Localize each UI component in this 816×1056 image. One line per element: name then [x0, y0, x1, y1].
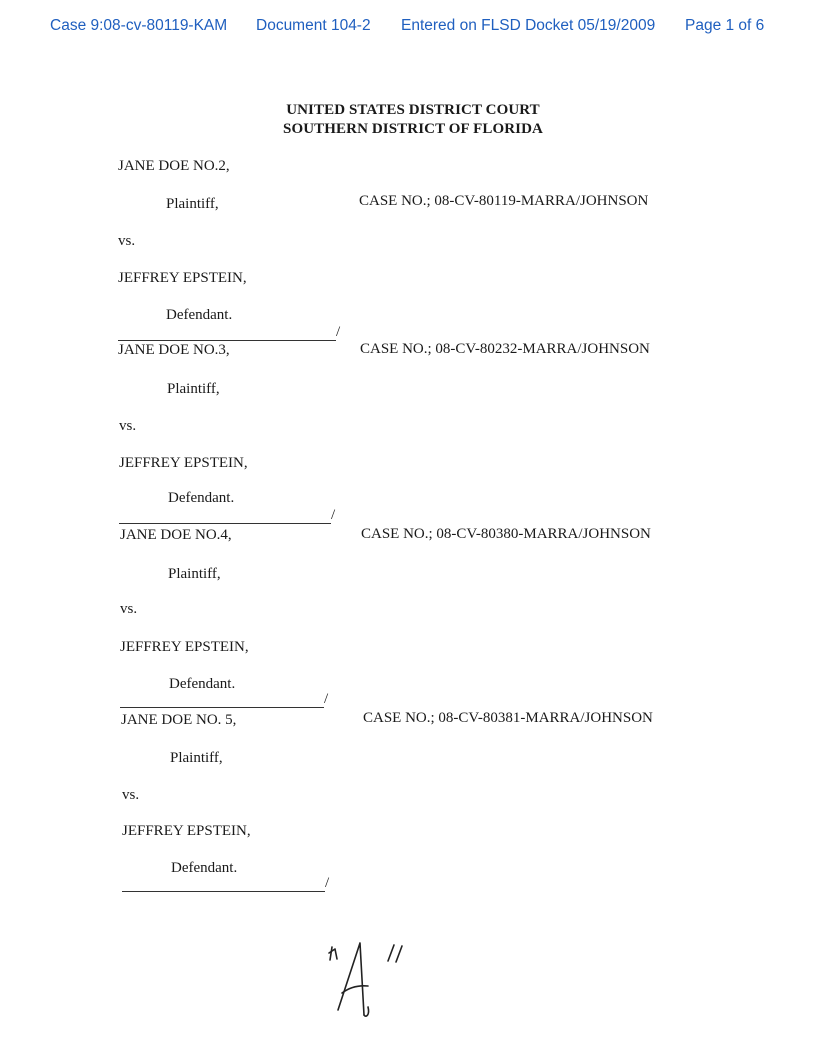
header-document: Document 104-2 — [256, 17, 371, 34]
rule-slash: / — [324, 691, 329, 707]
case-number: CASE NO.; 08-CV-80381-MARRA/JOHNSON — [363, 710, 653, 726]
handwritten-exhibit-a-icon — [320, 935, 420, 1020]
versus: vs. — [122, 787, 140, 803]
court-district: SOUTHERN DISTRICT OF FLORIDA — [283, 121, 543, 137]
versus: vs. — [120, 601, 138, 617]
plaintiff-name: JANE DOE NO. 5, — [121, 712, 237, 728]
court-name: UNITED STATES DISTRICT COURT — [286, 102, 540, 118]
case-number: CASE NO.; 08-CV-80119-MARRA/JOHNSON — [359, 193, 649, 209]
rule-slash: / — [336, 324, 341, 340]
exhibit-mark — [320, 935, 420, 1025]
versus: vs. — [118, 233, 136, 249]
header-entered: Entered on FLSD Docket 05/19/2009 — [401, 17, 656, 34]
rule-slash: / — [325, 875, 330, 891]
defendant-role: Defendant. — [169, 676, 236, 692]
plaintiff-name: JANE DOE NO.2, — [118, 158, 230, 174]
case-number: CASE NO.; 08-CV-80380-MARRA/JOHNSON — [361, 526, 651, 542]
plaintiff-name: JANE DOE NO.4, — [120, 527, 232, 543]
docket-header — [0, 17, 816, 39]
defendant-role: Defendant. — [171, 860, 238, 876]
defendant-role: Defendant. — [166, 307, 233, 323]
case-number: CASE NO.; 08-CV-80232-MARRA/JOHNSON — [360, 341, 650, 357]
plaintiff-role: Plaintiff, — [170, 750, 223, 766]
defendant-name: JEFFREY EPSTEIN, — [118, 270, 247, 286]
signature-rule — [122, 891, 325, 892]
court-title — [0, 101, 816, 139]
defendant-name: JEFFREY EPSTEIN, — [122, 823, 251, 839]
signature-rule — [120, 707, 324, 708]
defendant-name: JEFFREY EPSTEIN, — [120, 639, 249, 655]
plaintiff-role: Plaintiff, — [167, 381, 220, 397]
rule-slash: / — [331, 507, 336, 523]
plaintiff-name: JANE DOE NO.3, — [118, 342, 230, 358]
header-case-number: Case 9:08-cv-80119-KAM — [50, 17, 228, 34]
signature-rule — [119, 523, 331, 524]
defendant-role: Defendant. — [168, 490, 235, 506]
plaintiff-role: Plaintiff, — [166, 196, 219, 212]
defendant-name: JEFFREY EPSTEIN, — [119, 455, 248, 471]
plaintiff-role: Plaintiff, — [168, 566, 221, 582]
signature-rule — [118, 340, 336, 341]
versus: vs. — [119, 418, 137, 434]
header-page: Page 1 of 6 — [685, 17, 765, 34]
